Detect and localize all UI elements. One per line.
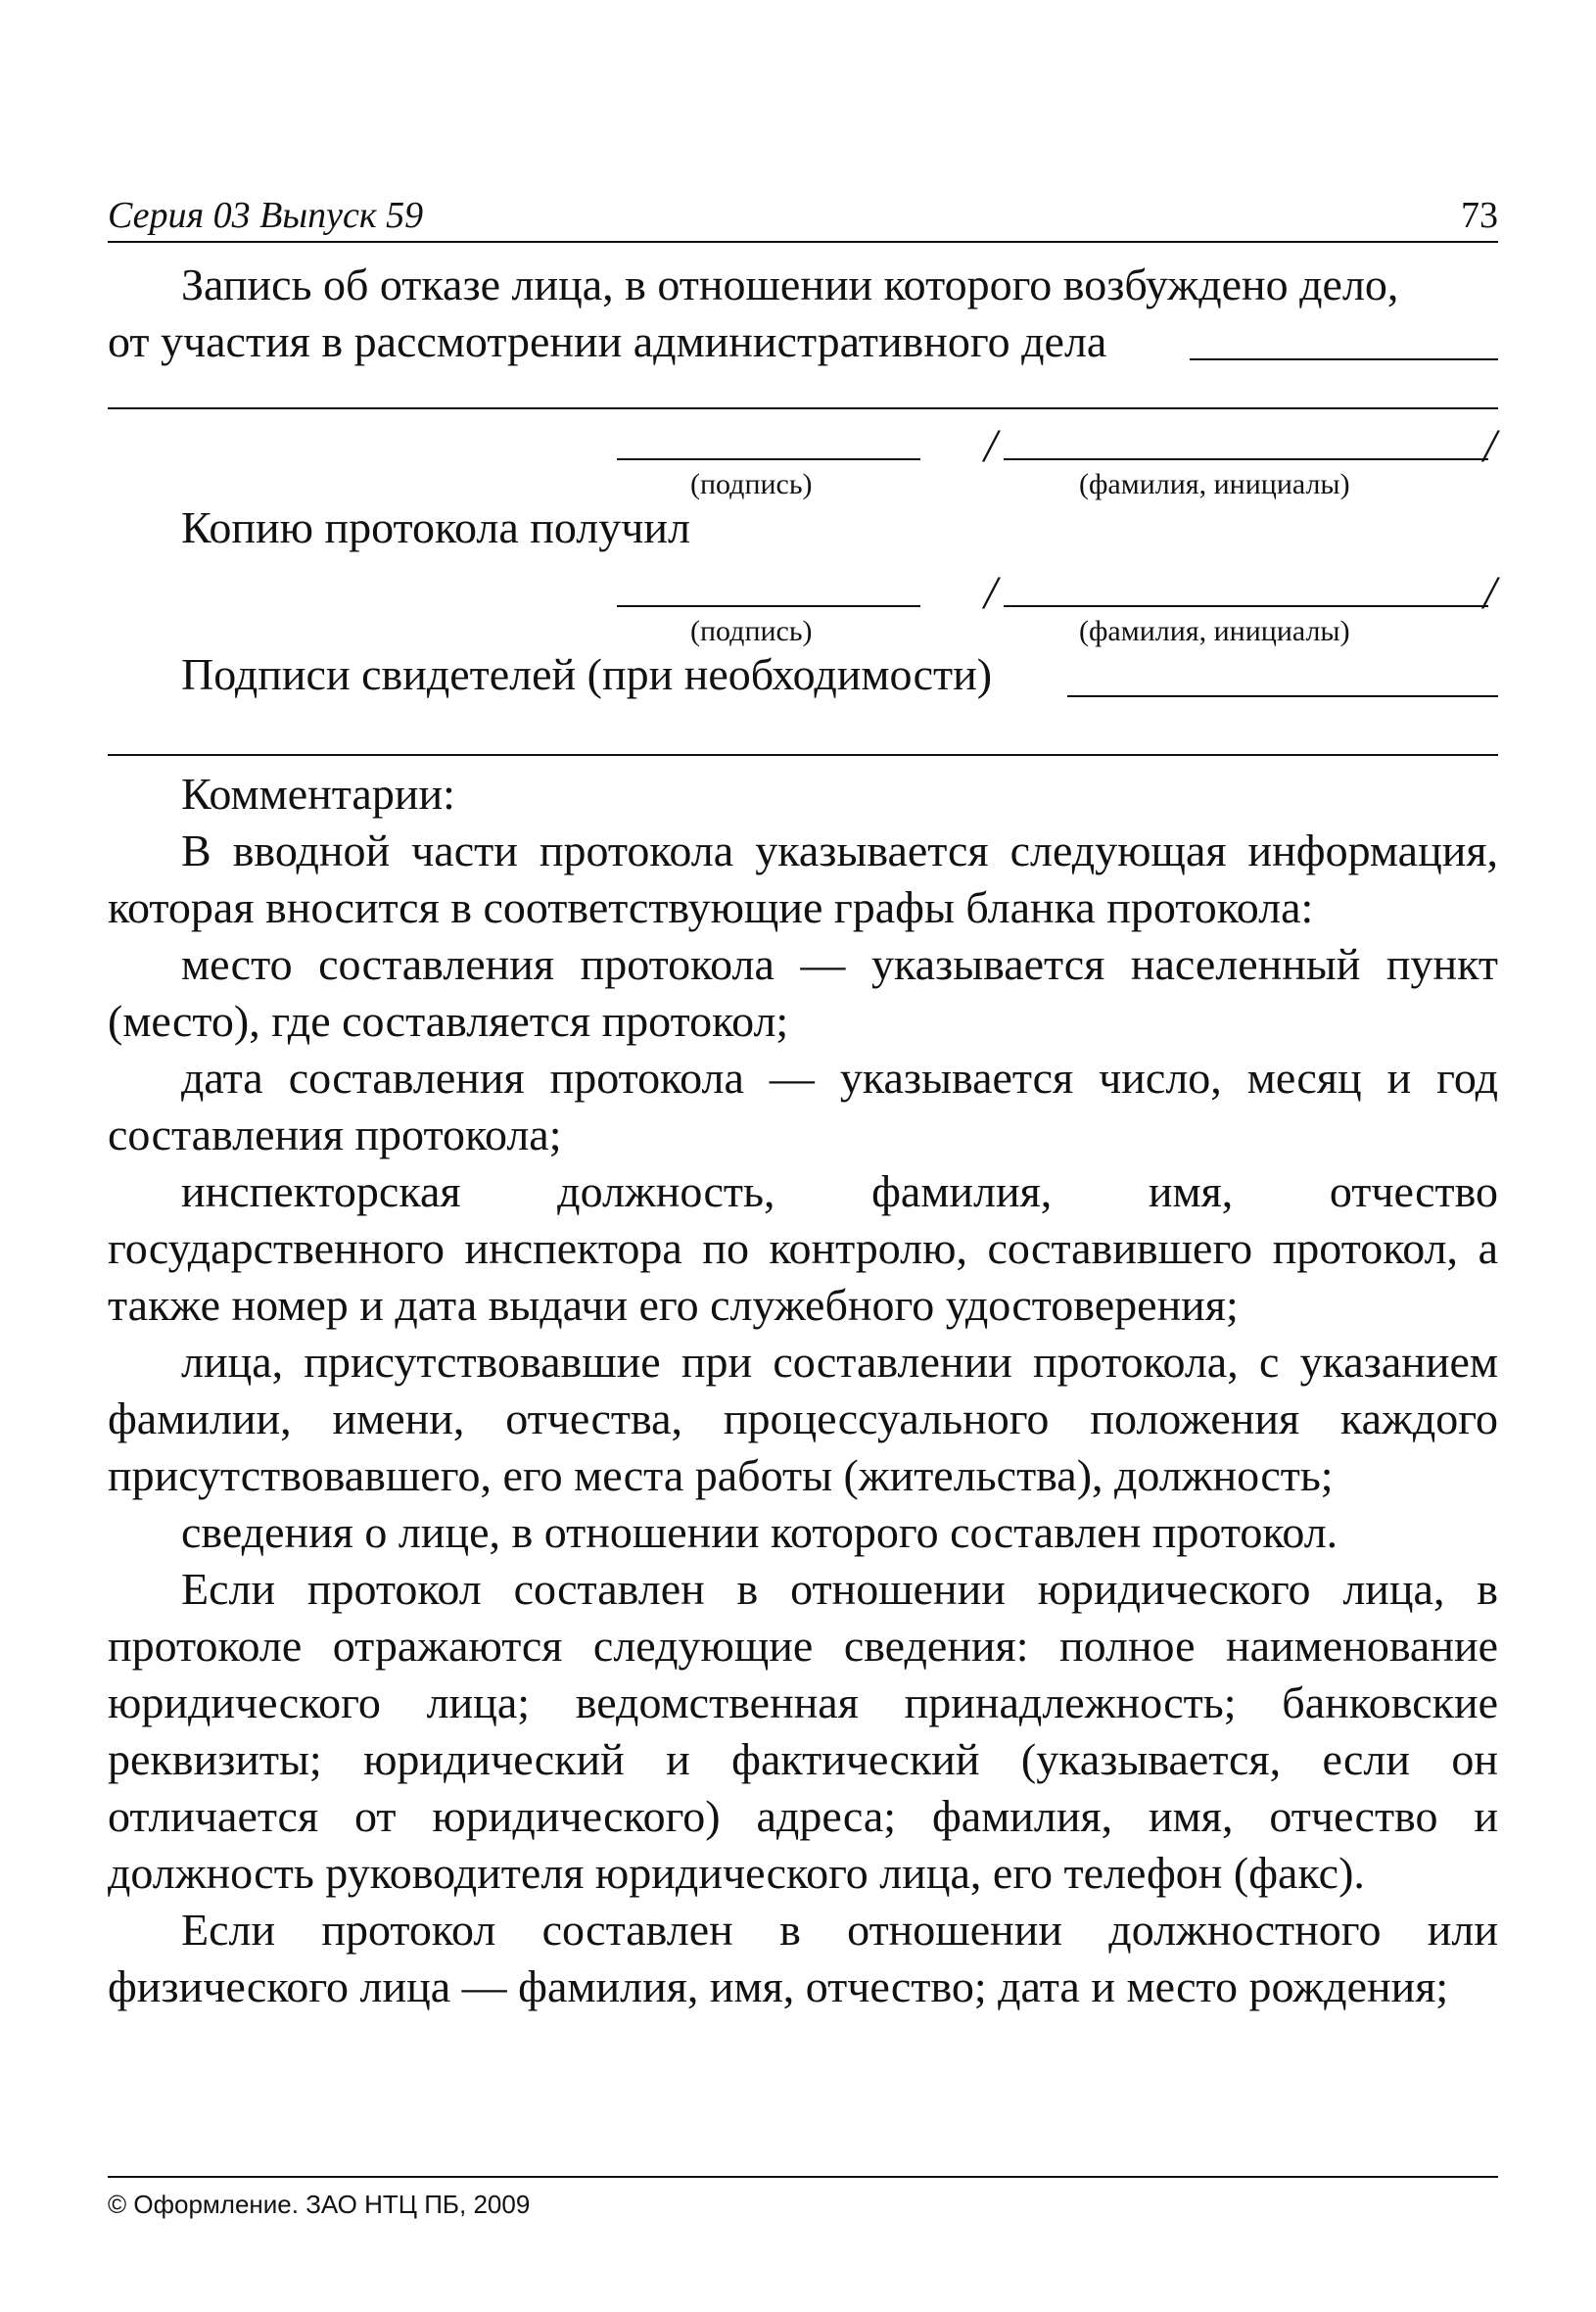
paragraph: В вводной части протокола указывается следующая информация, которая вносится в соответствующие графы бланка протокола: bbox=[108, 826, 1498, 932]
name-caption: (фамилия, инициалы) bbox=[1079, 468, 1350, 500]
slash-close: / bbox=[1483, 567, 1497, 619]
witnesses-blank[interactable] bbox=[1067, 695, 1498, 697]
signature-caption: (подпись) bbox=[690, 468, 813, 500]
series-title: Серия 03 Выпуск 59 bbox=[108, 195, 424, 236]
document-page bbox=[108, 186, 1498, 2015]
paragraph: лица, присутствовавшие при составлении протокола, с указанием фамилии, имени, отчества, процессуального положения каждого присутствовавшего, его места работы (жительства), должность; bbox=[108, 1337, 1498, 1500]
witnesses-label: Подписи свидетелей (при необходимости) bbox=[181, 649, 993, 699]
page-header bbox=[108, 186, 1498, 243]
slash-close: / bbox=[1483, 420, 1497, 472]
refusal-record-blank-line[interactable] bbox=[108, 407, 1498, 409]
signature-field[interactable] bbox=[617, 605, 920, 607]
name-initials-field[interactable] bbox=[1004, 458, 1488, 460]
name-initials-field[interactable] bbox=[1004, 605, 1488, 607]
signature-field[interactable] bbox=[617, 458, 920, 460]
paragraph: дата составления протокола — указывается число, месяц и год составления протокола; bbox=[108, 1053, 1498, 1159]
comments-title: Комментарии: bbox=[181, 769, 455, 819]
copy-received-label: Копию протокола получил bbox=[181, 502, 690, 552]
name-caption: (фамилия, инициалы) bbox=[1079, 615, 1350, 647]
paragraph: Если протокол составлен в отношении должностного или физического лица — фамилия, имя, отчество; дата и место рождения; bbox=[108, 1905, 1498, 2011]
page-number: 73 bbox=[1461, 195, 1498, 236]
refusal-record-blank[interactable] bbox=[1190, 358, 1498, 360]
slash-open: / bbox=[984, 420, 998, 472]
signature-caption: (подпись) bbox=[690, 615, 813, 647]
paragraph: сведения о лице, в отношении которого составлен протокол. bbox=[181, 1507, 1338, 1557]
signature-row-1 bbox=[108, 420, 1498, 500]
paragraph: инспекторская должность, фамилия, имя, отчество государственного инспектора по контролю, составившего протокол, а также номер и дата выдачи его служебного удостоверения; bbox=[108, 1166, 1498, 1330]
signature-row-2 bbox=[108, 567, 1498, 647]
refusal-record-line1: Запись об отказе лица, в отношении которого возбуждено дело, bbox=[181, 260, 1399, 309]
paragraph: Если протокол составлен в отношении юридического лица, в протоколе отражаются следующие сведения: полное наименование юридического лица; ведомственная принадлежность; банковские реквизиты; юридический и фактический (указывается, если он отличается от юридического) адреса; фамилия, имя, отчество и должность руководителя юридического лица, его телефон (факс). bbox=[108, 1564, 1498, 1898]
paragraph: место составления протокола — указывается населенный пункт (место), где составляется протокол; bbox=[108, 939, 1498, 1046]
page-footer: © Оформление. ЗАО НТЦ ПБ, 2009 bbox=[108, 2176, 1498, 2220]
refusal-record-line2: от участия в рассмотрении административного дела bbox=[108, 316, 1107, 366]
slash-open: / bbox=[984, 567, 998, 619]
